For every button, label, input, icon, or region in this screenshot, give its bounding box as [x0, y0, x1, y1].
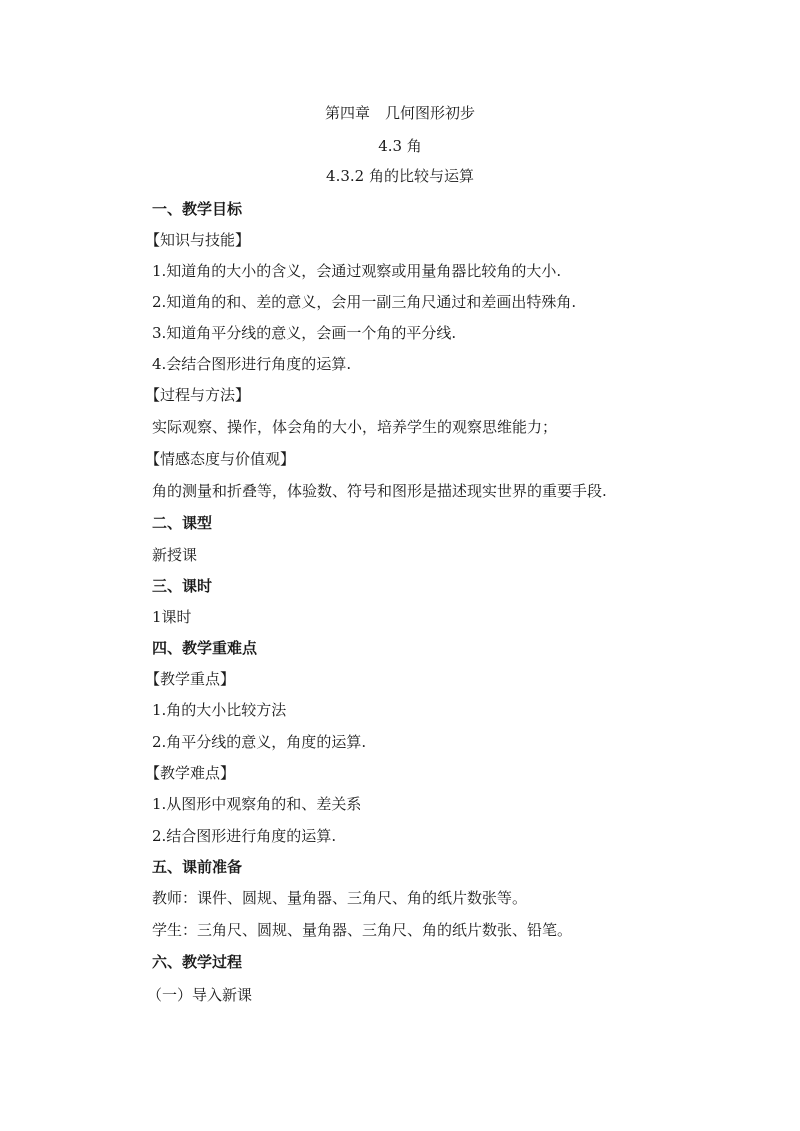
label-knowledge-skills: 【知识与技能】	[145, 231, 251, 249]
heading-key-difficult: 四、教学重难点	[152, 639, 258, 657]
chapter-title: 第四章 几何图形初步	[324, 104, 475, 122]
heading-preparation: 五、课前准备	[152, 858, 243, 876]
student-preparation: 学生：三角尺、圆规、量角器、三角尺、角的纸片数张、铅笔。	[152, 921, 573, 939]
difficult-point-1: 1.从图形中观察角的和、差关系	[152, 795, 362, 813]
difficult-point-2: 2.结合图形进行角度的运算.	[152, 827, 337, 845]
heading-teaching-process: 六、教学过程	[152, 953, 243, 971]
key-point-1: 1.角的大小比较方法	[152, 701, 287, 719]
heading-class-hours: 三、课时	[152, 577, 213, 595]
attitude-text: 角的测量和折叠等，体验数、符号和图形是描述现实世界的重要手段.	[152, 482, 607, 500]
subheading-introduction: （一）导入新课	[147, 986, 253, 1004]
teacher-preparation: 教师：课件、圆规、量角器、三角尺、角的纸片数张等。	[152, 889, 528, 907]
label-key-points: 【教学重点】	[145, 670, 236, 688]
section-title: 4.3 角	[378, 137, 422, 155]
goal-item-1: 1.知道角的大小的含义，会通过观察或用量角器比较角的大小.	[152, 262, 562, 280]
key-point-2: 2.角平分线的意义，角度的运算.	[152, 733, 367, 751]
subsection-title: 4.3.2 角的比较与运算	[326, 167, 474, 185]
lesson-type-text: 新授课	[152, 546, 198, 564]
heading-lesson-type: 二、课型	[152, 514, 213, 532]
label-attitude-values: 【情感态度与价值观】	[145, 450, 296, 468]
label-difficult-points: 【教学难点】	[145, 764, 236, 782]
heading-teaching-goals: 一、教学目标	[152, 200, 243, 218]
goal-item-3: 3.知道角平分线的意义，会画一个角的平分线.	[152, 324, 457, 342]
class-hours-text: 1课时	[152, 608, 192, 626]
label-process-method: 【过程与方法】	[145, 386, 251, 404]
goal-item-2: 2.知道角的和、差的意义，会用一副三角尺通过和差画出特殊角.	[152, 293, 577, 311]
goal-item-4: 4.会结合图形进行角度的运算.	[152, 355, 352, 373]
process-text: 实际观察、操作，体会角的大小，培养学生的观察思维能力；	[152, 418, 558, 436]
